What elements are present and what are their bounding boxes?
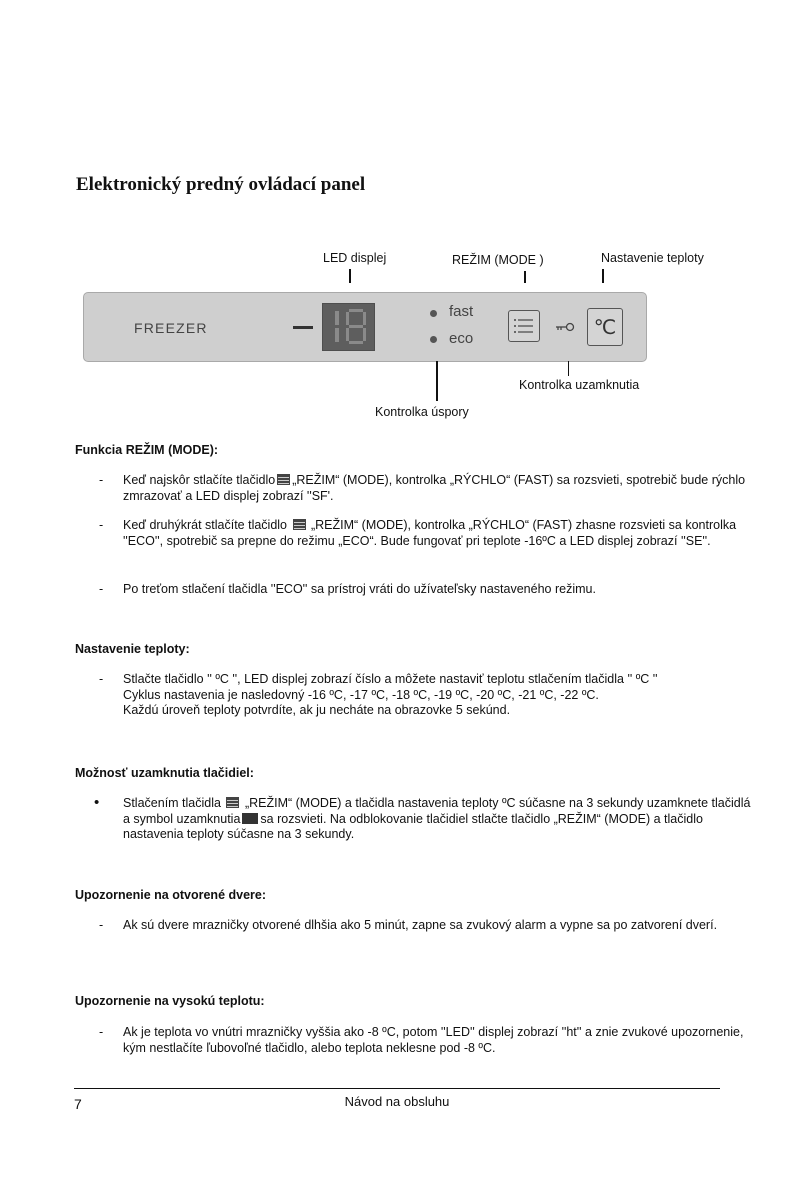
list-marker: - bbox=[99, 473, 104, 487]
led-display bbox=[322, 303, 375, 351]
list-item: Keď najskôr stlačíte tlačidlo „REŽIM“ (MODE), kontrolka „RÝCHLO“ (FAST) sa rozsvieti, spotrebič bude rýchlo zmrazovať a LED displej zobrazí ''SF'. bbox=[123, 473, 746, 503]
list-marker: - bbox=[99, 518, 104, 532]
callout-lock: Kontrolka uzamknutia bbox=[519, 378, 640, 392]
eco-indicator-icon bbox=[430, 336, 437, 343]
menu-list-icon bbox=[509, 311, 539, 341]
list-item: Stlačte tlačidlo '' ºC '', LED displej zobrazí číslo a môžete nastaviť teplotu stlačením tlačidla '' ºC '' Cyklus nastavenia je nasledovný -16 ºC, -17 ºC, -18 ºC, -19 ºC, -20 ºC, -21 ºC, -22 ºC. Každú úroveň teploty potvrdíte, ak ju necháte na obrazovke 5 sekúnd. bbox=[123, 672, 658, 717]
led-digits bbox=[323, 304, 374, 350]
callout-line-eco bbox=[436, 361, 438, 401]
mode-icon bbox=[226, 797, 239, 808]
fast-label: fast bbox=[449, 303, 474, 320]
section-title-door: Upozornenie na otvorené dvere: bbox=[75, 888, 267, 902]
list-item: Keď druhýkrát stlačíte tlačidlo „REŽIM“ (MODE), kontrolka „RÝCHLO“ (FAST) zhasne rozsvieti sa kontrolka ''ECO'', spotrebič sa prepne do režimu „ECO“. Bude fungovať pri teplote -16ºC a LED displej zobrazí ''SE''. bbox=[123, 518, 737, 548]
mode-icon bbox=[293, 519, 306, 530]
footer-title: Návod na obsluhu bbox=[344, 1094, 450, 1109]
callout-eco: Kontrolka úspory bbox=[375, 405, 469, 419]
list-marker: - bbox=[99, 918, 104, 932]
callout-line-lock bbox=[568, 361, 569, 376]
minus-segment bbox=[293, 326, 313, 329]
eco-label: eco bbox=[449, 330, 474, 347]
fast-indicator-icon bbox=[430, 310, 437, 317]
list-item: Ak je teplota vo vnútri mrazničky vyššia ako -8 ºC, potom ''LED'' displej zobrazí ''ht'' a znie zvukové upozornenie, kým nestlačíte ľubovoľné tlačidlo, alebo teplota neklesne pod -8 ºC. bbox=[123, 1025, 744, 1055]
list-item: Stlačením tlačidla „REŽIM“ (MODE) a tlačidla nastavenia teploty ºC súčasne na 3 sekundy uzamknete tlačidlá a symbol uzamknutia sa rozsvieti. Na odblokovanie tlačidiel stlačte tlačidlo „REŽIM“ (MODE) a tlačidlo nastavenia teploty súčasne na 3 sekundy. bbox=[123, 796, 751, 841]
section-title-mode: Funkcia REŽIM (MODE): bbox=[75, 443, 219, 457]
freezer-label: FREEZER bbox=[134, 320, 208, 336]
mode-icon bbox=[277, 474, 290, 485]
callout-line-led bbox=[349, 269, 351, 283]
mode-button[interactable] bbox=[508, 310, 540, 342]
callout-led-display: LED displej bbox=[323, 251, 387, 265]
list-item: Ak sú dvere mrazničky otvorené dlhšia ako 5 minút, zapne sa zvukový alarm a vypne sa po zatvorení dverí. bbox=[123, 918, 718, 932]
list-item: Po treťom stlačení tlačidla ''ECO'' sa prístroj vráti do užívateľsky nastaveného režimu. bbox=[123, 582, 596, 596]
callout-line-mode bbox=[524, 271, 526, 283]
lock-icon bbox=[242, 813, 258, 824]
list-marker: - bbox=[99, 1025, 104, 1039]
section-title-temperature: Nastavenie teploty: bbox=[75, 642, 190, 656]
list-marker: - bbox=[99, 672, 104, 686]
callout-temperature: Nastavenie teploty bbox=[601, 251, 704, 265]
section-title-high-temperature: Upozornenie na vysokú teplotu: bbox=[75, 994, 265, 1008]
callout-mode: REŽIM (MODE ) bbox=[452, 253, 544, 267]
key-icon bbox=[555, 321, 575, 333]
list-marker: - bbox=[99, 582, 104, 596]
front-panel bbox=[83, 292, 647, 362]
footer-divider bbox=[74, 1088, 720, 1089]
page-number: 7 bbox=[74, 1096, 82, 1112]
callout-line-temperature bbox=[602, 269, 604, 283]
temperature-button[interactable]: ℃ bbox=[587, 308, 623, 346]
page-title: Elektronický predný ovládací panel bbox=[76, 174, 366, 195]
section-title-lock: Možnosť uzamknutia tlačidiel: bbox=[75, 766, 254, 780]
list-marker: • bbox=[94, 794, 100, 811]
